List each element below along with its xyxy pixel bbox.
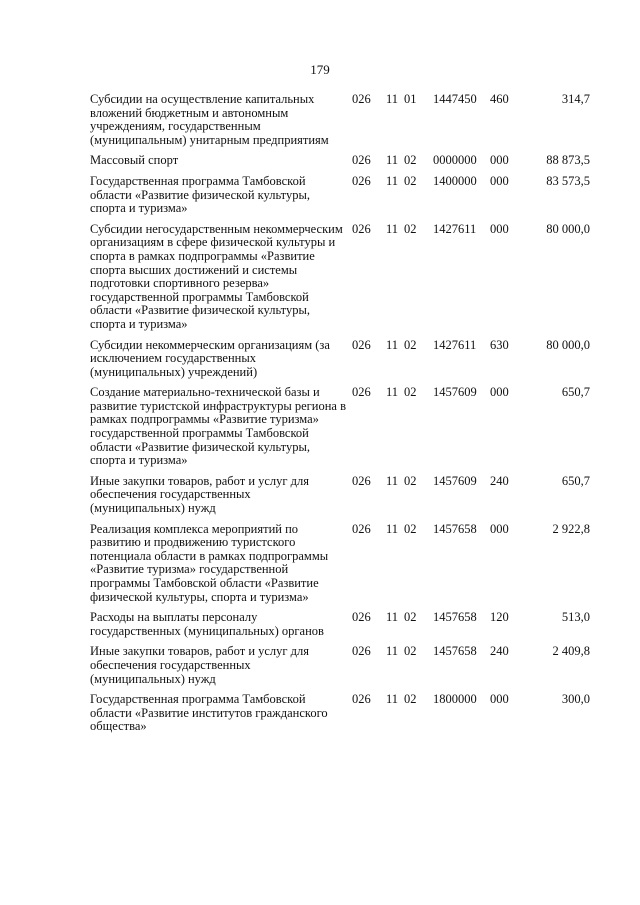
amount: 650,7 bbox=[561, 385, 590, 400]
subsection-code: 02 bbox=[404, 153, 417, 168]
ministry-code: 026 bbox=[352, 473, 371, 488]
expense-type-code: 460 bbox=[490, 92, 509, 106]
expense-name: Субсидии на осуществление капитальных вложений бюджетным и автономным учреждениям, государственным (муниципальным) унитарным предприятиям bbox=[90, 92, 329, 147]
subsection-code: 02 bbox=[404, 692, 417, 707]
ministry-code: 026 bbox=[352, 221, 371, 236]
ministry-code: 026 bbox=[352, 521, 371, 536]
expense-type-code: 000 bbox=[490, 153, 509, 168]
subsection-code: 02 bbox=[404, 610, 417, 625]
amount: 2 922,8 bbox=[552, 521, 590, 536]
subsection-code: 02 bbox=[404, 221, 417, 236]
table-row bbox=[90, 175, 610, 216]
amount: 80 000,0 bbox=[546, 221, 590, 236]
subsection-code: 01 bbox=[404, 92, 417, 106]
subsection-code: 02 bbox=[404, 521, 417, 536]
table-row bbox=[90, 523, 610, 605]
expense-name: Массовый спорт bbox=[90, 153, 179, 168]
expense-type-code: 630 bbox=[490, 337, 509, 352]
table-row bbox=[90, 154, 610, 168]
section-code: 11 bbox=[386, 521, 399, 536]
ministry-code: 026 bbox=[352, 644, 371, 659]
expense-type-code: 000 bbox=[490, 173, 509, 188]
section-code: 11 bbox=[386, 221, 399, 236]
expense-type-code: 000 bbox=[490, 385, 509, 400]
section-code: 11 bbox=[386, 153, 399, 168]
subsection-code: 02 bbox=[404, 473, 417, 488]
expense-name: Субсидии некоммерческим организациям (за исключением государственных (муниципальных) учреждений) bbox=[90, 337, 330, 379]
amount: 513,0 bbox=[561, 610, 590, 625]
expense-type-code: 000 bbox=[490, 692, 509, 707]
table-row bbox=[90, 339, 610, 380]
budget-table bbox=[90, 93, 610, 741]
ministry-code: 026 bbox=[352, 610, 371, 625]
subsection-code: 02 bbox=[404, 385, 417, 400]
ministry-code: 026 bbox=[352, 153, 371, 168]
expense-type-code: 240 bbox=[490, 644, 509, 659]
expense-name: Субсидии негосударственным некоммерческим организациям в сфере физической культуры и спорта в рамках подпрограммы «Развитие спорта высших достижений и системы подготовки спортивного резерва» государственной программы Тамбовской области «Развитие физической культуры, спорта и туризма» bbox=[90, 221, 343, 331]
table-row bbox=[90, 645, 610, 686]
table-row bbox=[90, 93, 610, 147]
expense-name: Создание материально-технической базы и развитие туристской инфраструктуры региона в рамках подпрограммы «Развитие туризма» государственной программы Тамбовской области «Развитие физической культуры, спорта и туризма» bbox=[90, 385, 346, 468]
subsection-code: 02 bbox=[404, 173, 417, 188]
target-article-code: 1447450 bbox=[433, 92, 477, 106]
section-code: 11 bbox=[386, 337, 399, 352]
expense-name: Иные закупки товаров, работ и услуг для обеспечения государственных (муниципальных) нужд bbox=[90, 473, 310, 516]
table-row bbox=[90, 475, 610, 516]
expense-name: Государственная программа Тамбовской области «Развитие физической культуры, спорта и туризма» bbox=[90, 173, 311, 216]
amount: 2 409,8 bbox=[552, 644, 590, 659]
section-code: 11 bbox=[386, 92, 399, 106]
table-row bbox=[90, 693, 610, 734]
expense-type-code: 000 bbox=[490, 221, 509, 236]
target-article-code: 1457609 bbox=[433, 385, 477, 400]
amount: 83 573,5 bbox=[546, 173, 590, 188]
amount: 80 000,0 bbox=[546, 337, 590, 352]
amount: 88 873,5 bbox=[546, 153, 590, 168]
subsection-code: 02 bbox=[404, 337, 417, 352]
amount: 300,0 bbox=[561, 692, 590, 707]
amount: 314,7 bbox=[561, 92, 590, 106]
table-row bbox=[90, 223, 610, 332]
expense-name: Иные закупки товаров, работ и услуг для обеспечения государственных (муниципальных) нужд bbox=[90, 644, 310, 686]
page-number: 179 bbox=[310, 62, 330, 77]
ministry-code: 026 bbox=[352, 385, 371, 400]
ministry-code: 026 bbox=[352, 337, 371, 352]
section-code: 11 bbox=[386, 173, 399, 188]
ministry-code: 026 bbox=[352, 173, 371, 188]
subsection-code: 02 bbox=[404, 644, 417, 659]
target-article-code: 1457609 bbox=[433, 473, 477, 488]
ministry-code: 026 bbox=[352, 692, 371, 707]
section-code: 11 bbox=[386, 644, 399, 659]
expense-type-code: 000 bbox=[490, 521, 509, 536]
target-article-code: 1427611 bbox=[433, 337, 477, 352]
amount: 650,7 bbox=[561, 473, 590, 488]
section-code: 11 bbox=[386, 473, 399, 488]
expense-name: Реализация комплекса мероприятий по развитию и продвижению туристского потенциала области в рамках подпрограммы «Развитие туризма» государственной программы Тамбовской области «Развитие физической культуры, спорта и туризма» bbox=[90, 521, 329, 604]
target-article-code: 1427611 bbox=[433, 221, 477, 236]
target-article-code: 1800000 bbox=[433, 692, 477, 707]
table-row bbox=[90, 611, 610, 638]
target-article-code: 1457658 bbox=[433, 610, 477, 625]
expense-type-code: 120 bbox=[490, 610, 509, 625]
expense-name: Расходы на выплаты персоналу государственных (муниципальных) органов bbox=[90, 610, 324, 638]
target-article-code: 1400000 bbox=[433, 173, 477, 188]
target-article-code: 0000000 bbox=[433, 153, 477, 168]
ministry-code: 026 bbox=[352, 92, 371, 106]
section-code: 11 bbox=[386, 385, 399, 400]
target-article-code: 1457658 bbox=[433, 644, 477, 659]
expense-name: Государственная программа Тамбовской области «Развитие институтов гражданского общества» bbox=[90, 692, 328, 734]
section-code: 11 bbox=[386, 610, 399, 625]
section-code: 11 bbox=[386, 692, 399, 707]
expense-type-code: 240 bbox=[490, 473, 509, 488]
target-article-code: 1457658 bbox=[433, 521, 477, 536]
table-row bbox=[90, 386, 610, 468]
